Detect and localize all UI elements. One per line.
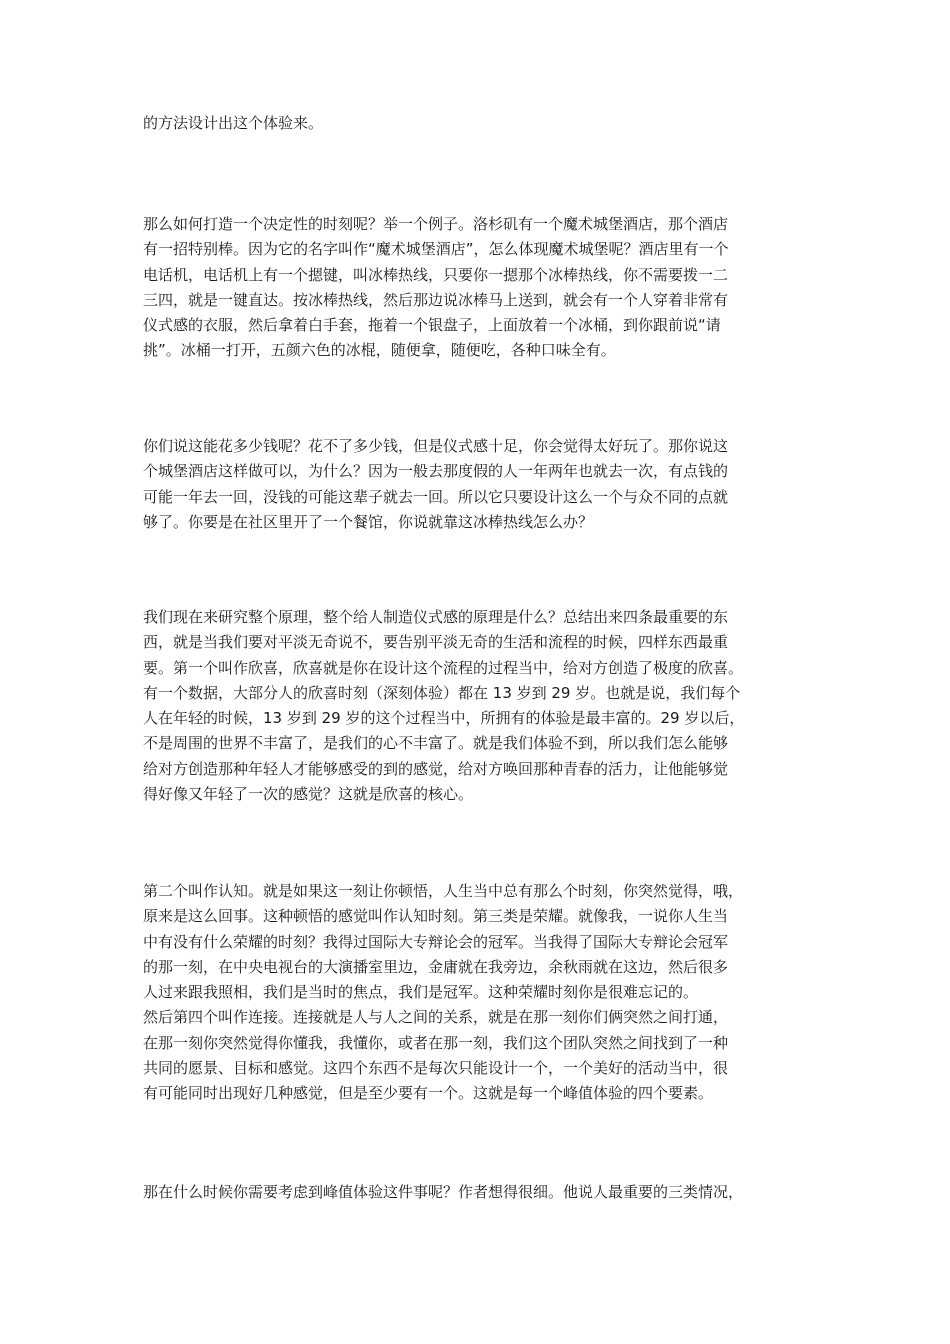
text-line: 三四，就是一键直达。按冰棒热线，然后那边说冰棒马上送到，就会有一个人穿着非常有: [143, 290, 729, 309]
text-line: 的方法设计出这个体验来。: [143, 114, 324, 132]
text-line: 我们现在来研究整个原理，整个给人制造仪式感的原理是什么？总结出来四条最重要的东: [143, 608, 729, 626]
text-line: 原来是这么回事。这种顿悟的感觉叫作认知时刻。第三类是荣耀。就像我，一说你人生当: [143, 907, 729, 926]
text-line: 有可能同时出现好几种感觉，但是至少要有一个。这就是每一个峰值体验的四个要素。: [143, 1084, 714, 1103]
text-line: 在那一刻你突然觉得你懂我，我懂你，或者在那一刻，我们这个团队突然之间找到了一种: [143, 1033, 729, 1052]
text-line: 个城堡酒店这样做可以，为什么？因为一般去那度假的人一年两年也就去一次，有点钱的: [143, 462, 729, 481]
text-line: 要。第一个叫作欣喜，欣喜就是你在设计这个流程的过程当中，给对方创造了极度的欣喜。: [143, 658, 744, 677]
text-line: 电话机，电话机上有一个摁键，叫冰棒热线，只要你一摁那个冰棒热线，你不需要拨一二: [143, 265, 729, 284]
text-line: 中有没有什么荣耀的时刻？我得过国际大专辩论会的冠军。当我得了国际大专辩论会冠军: [143, 932, 729, 951]
text-line: 的那一刻，在中央电视台的大演播室里边，金庸就在我旁边，余秋雨就在这边，然后很多: [143, 957, 729, 976]
text-line: 可能一年去一回，没钱的可能这辈子就去一回。所以它只要设计这么一个与众不同的点就: [143, 487, 729, 506]
paragraph-6: [143, 1180, 833, 1205]
paragraph-3: [143, 434, 833, 535]
text-line: 够了。你要是在社区里开了一个餐馆，你说就靠这冰棒热线怎么办？: [143, 512, 594, 531]
paragraph-4: [143, 605, 833, 807]
text-line: 挑”。冰桶一打开，五颜六色的冰棍，随便拿，随便吃，各种口味全有。: [143, 341, 616, 360]
text-line: 给对方创造那种年轻人才能够感受的到的感觉，给对方唤回那种青春的活力，让他能够觉: [143, 759, 729, 778]
text-line: 人过来跟我照相，我们是当时的焦点，我们是冠军。这种荣耀时刻你是很难忘记的。: [143, 983, 699, 1002]
text-line: 第二个叫作认知。就是如果这一刻让你顿悟，人生当中总有那么个时刻，你突然觉得，哦，: [143, 882, 744, 900]
text-line: 那在什么时候你需要考虑到峰值体验这件事呢？作者想得很细。他说人最重要的三类情况，: [143, 1183, 744, 1201]
text-line: 西，就是当我们要对平淡无奇说不，要告别平淡无奇的生活和流程的时候，四样东西最重: [143, 633, 729, 652]
text-line: 你们说这能花多少钱呢？花不了多少钱，但是仪式感十足，你会觉得太好玩了。那你说这: [143, 437, 729, 455]
paragraph-2: [143, 212, 833, 364]
text-line: 不是周围的世界不丰富了，是我们的心不丰富了。就是我们体验不到，所以我们怎么能够: [143, 734, 729, 753]
text-line: 得好像又年轻了一次的感觉？这就是欣喜的核心。: [143, 785, 474, 804]
text-line: 仪式感的衣服，然后拿着白手套，拖着一个银盘子，上面放着一个冰桶，到你跟前说“请: [143, 316, 721, 335]
paragraph-1: [143, 111, 833, 136]
text-line: 有一个数据，大部分人的欣喜时刻（深刻体验）都在 13 岁到 29 岁。也就是说，我们每个: [143, 683, 741, 702]
text-line: 有一招特别棒。因为它的名字叫作“魔术城堡酒店”，怎么体现魔术城堡呢？酒店里有一个: [143, 240, 729, 259]
text-line: 人在年轻的时候，13 岁到 29 岁的这个过程当中，所拥有的体验是最丰富的。29 岁以后，: [143, 709, 745, 728]
paragraph-5: [143, 879, 833, 1107]
text-line: 共同的愿景、目标和感觉。这四个东西不是每次只能设计一个，一个美好的活动当中，很: [143, 1059, 729, 1078]
text-line: 那么如何打造一个决定性的时刻呢？举一个例子。洛杉矶有一个魔术城堡酒店，那个酒店: [143, 215, 729, 233]
text-line: 然后第四个叫作连接。连接就是人与人之间的关系，就是在那一刻你们俩突然之间打通，: [143, 1008, 729, 1027]
